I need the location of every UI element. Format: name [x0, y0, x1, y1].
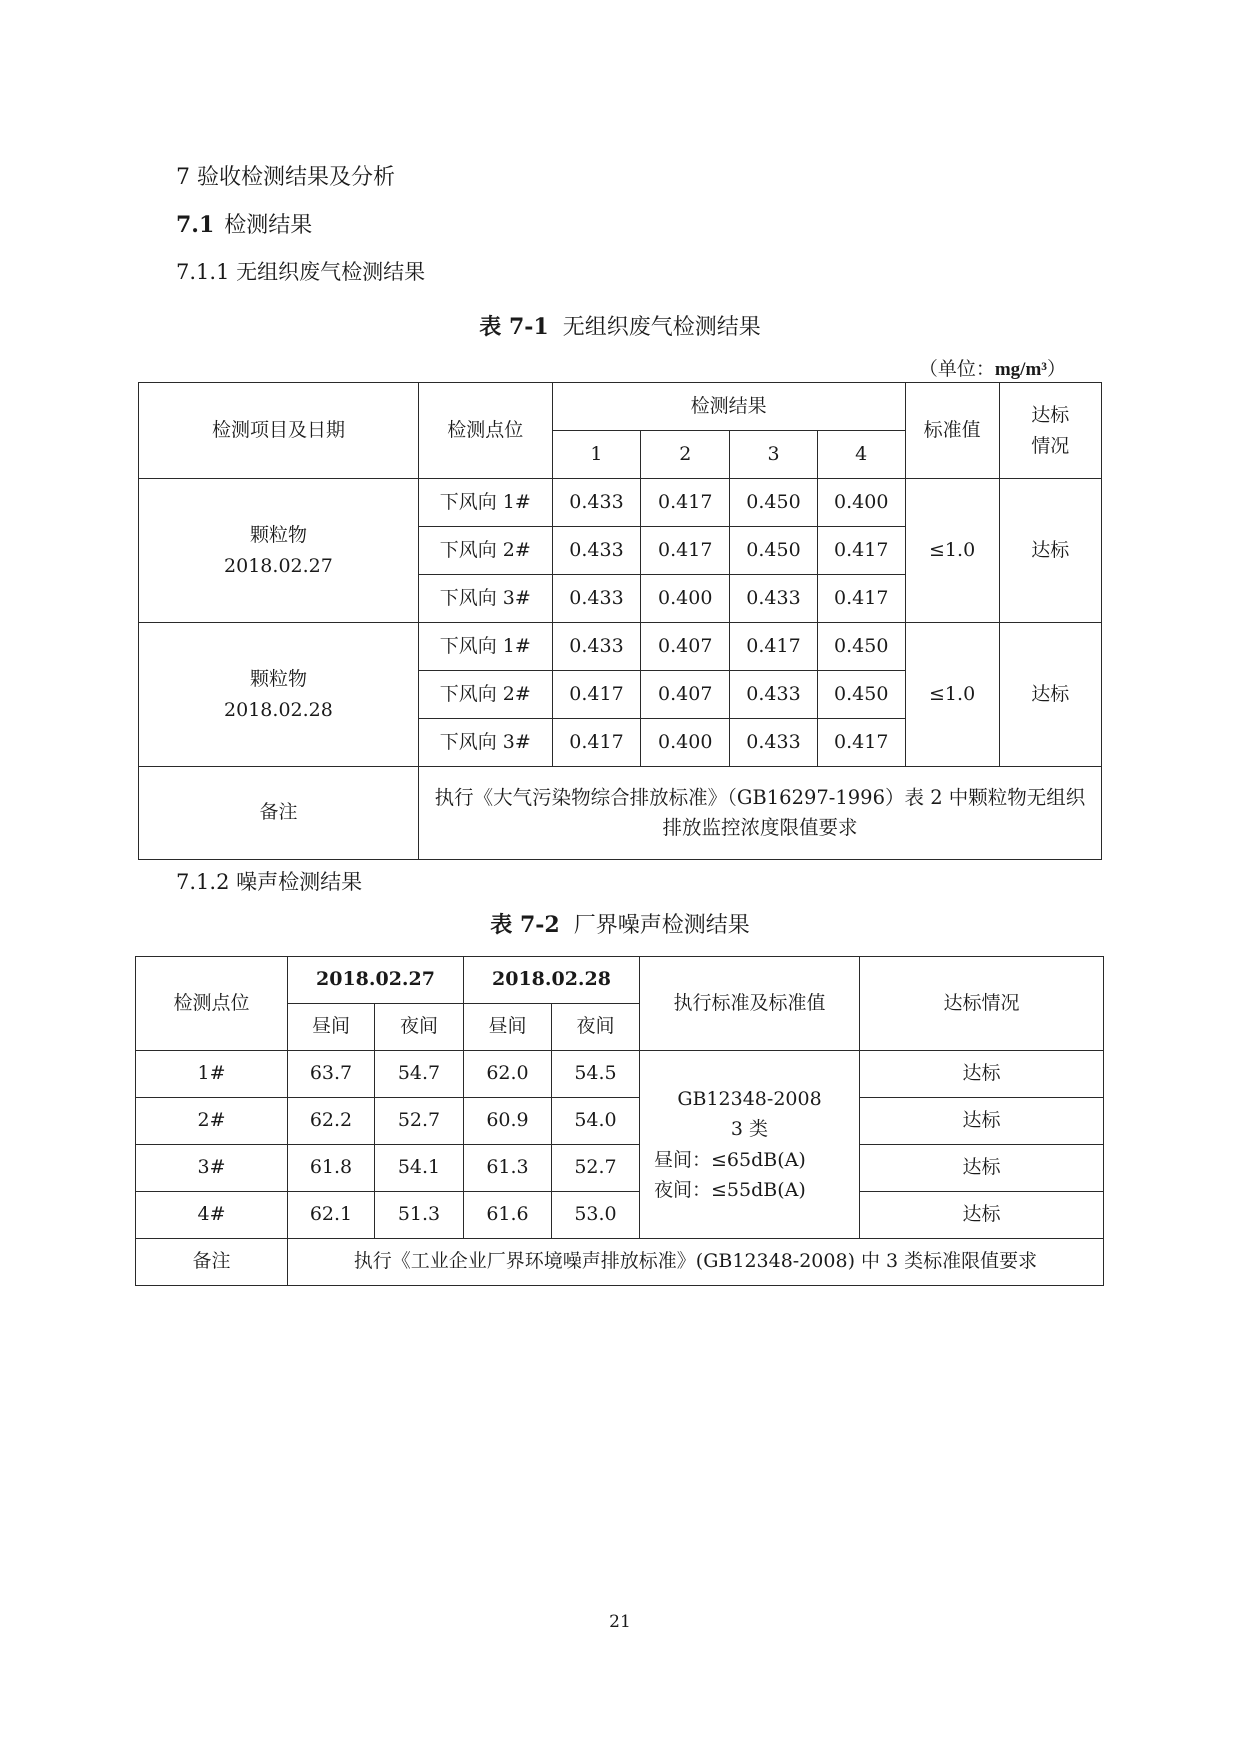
value-cell: 0.450 [730, 527, 818, 575]
table-header-row [136, 957, 1104, 1004]
value-cell: 62.0 [464, 1051, 552, 1098]
header-status-line1: 达标 [1031, 404, 1070, 427]
table2-caption [0, 908, 1240, 939]
header-col: 3 [730, 431, 818, 479]
value-cell: 0.433 [730, 671, 818, 719]
table-row [136, 1098, 1104, 1145]
header-col: 1 [552, 431, 641, 479]
value-cell: 0.417 [817, 527, 905, 575]
header-standard: 执行标准及标准值 [640, 957, 860, 1051]
point-cell: 3# [136, 1145, 288, 1192]
value-cell: 54.5 [552, 1051, 640, 1098]
header-status: 达标情况 [860, 957, 1104, 1051]
value-cell: 61.6 [464, 1192, 552, 1239]
standard-cell: ≤1.0 [905, 623, 999, 767]
header-col: 4 [817, 431, 905, 479]
value-cell: 54.0 [552, 1098, 640, 1145]
subsection-heading [176, 208, 312, 239]
point-cell: 下风向 2# [418, 527, 552, 575]
point-cell: 2# [136, 1098, 288, 1145]
header-status [999, 383, 1101, 479]
header-col: 2 [641, 431, 730, 479]
value-cell: 0.417 [730, 623, 818, 671]
value-cell: 0.407 [641, 623, 730, 671]
table-note-row [136, 1239, 1104, 1286]
unit-suffix: ） [1046, 358, 1066, 380]
value-cell: 0.433 [552, 623, 641, 671]
value-cell: 0.433 [730, 575, 818, 623]
value-cell: 0.400 [641, 575, 730, 623]
value-cell: 0.433 [552, 575, 641, 623]
group-date: 2018.02.27 [224, 554, 333, 577]
group-date: 2018.02.28 [224, 698, 333, 721]
group-item [139, 479, 419, 623]
value-cell: 0.433 [552, 527, 641, 575]
subsubsection-heading-1: 7.1.1 无组织废气检测结果 [176, 260, 426, 284]
value-cell: 62.1 [288, 1192, 375, 1239]
table2-caption-number: 表 7-2 [490, 912, 560, 938]
value-cell: 0.450 [817, 671, 905, 719]
group-name: 颗粒物 [249, 668, 307, 691]
header-point: 检测点位 [136, 957, 288, 1051]
value-cell: 63.7 [288, 1051, 375, 1098]
status-cell: 达标 [860, 1051, 1104, 1098]
value-cell: 0.417 [552, 671, 641, 719]
table1-unit [919, 354, 1066, 381]
value-cell: 0.417 [817, 719, 905, 767]
note-label: 备注 [139, 767, 419, 860]
point-cell: 下风向 1# [418, 479, 552, 527]
header-date2: 2018.02.28 [464, 957, 640, 1004]
group-item [139, 623, 419, 767]
point-cell: 下风向 3# [418, 575, 552, 623]
header-item: 检测项目及日期 [139, 383, 419, 479]
standard-line: 夜间：≤55dB(A) [654, 1178, 806, 1201]
table1-caption [0, 310, 1240, 341]
header-point: 检测点位 [418, 383, 552, 479]
header-night: 夜间 [552, 1004, 640, 1051]
status-cell: 达标 [999, 623, 1101, 767]
table-row [139, 479, 1102, 527]
value-cell: 0.407 [641, 671, 730, 719]
point-cell: 4# [136, 1192, 288, 1239]
standard-line: GB12348-2008 [677, 1087, 822, 1110]
table-exhaust-gas [138, 382, 1102, 860]
unit-value: mg/m³ [994, 359, 1047, 380]
note-label: 备注 [136, 1239, 288, 1286]
header-night: 夜间 [375, 1004, 464, 1051]
subsection-number: 7.1 [176, 212, 215, 238]
standard-cell [640, 1051, 860, 1239]
value-cell: 54.1 [375, 1145, 464, 1192]
value-cell: 0.417 [641, 479, 730, 527]
point-cell: 下风向 1# [418, 623, 552, 671]
header-day: 昼间 [288, 1004, 375, 1051]
value-cell: 0.417 [641, 527, 730, 575]
value-cell: 0.433 [730, 719, 818, 767]
table-noise [135, 956, 1104, 1286]
header-date1: 2018.02.27 [288, 957, 464, 1004]
table-row [136, 1145, 1104, 1192]
table1-caption-title: 无组织废气检测结果 [562, 315, 761, 340]
status-cell: 达标 [860, 1192, 1104, 1239]
value-cell: 51.3 [375, 1192, 464, 1239]
standard-line: 昼间：≤65dB(A) [654, 1148, 806, 1171]
value-cell: 0.450 [817, 623, 905, 671]
header-day: 昼间 [464, 1004, 552, 1051]
value-cell: 0.450 [730, 479, 818, 527]
unit-prefix: （单位： [918, 358, 995, 380]
value-cell: 60.9 [464, 1098, 552, 1145]
value-cell: 61.3 [464, 1145, 552, 1192]
table1-caption-number: 表 7-1 [479, 314, 549, 340]
note-text: 执行《大气污染物综合排放标准》（GB16297-1996）表 2 中颗粒物无组织排放监控浓度限值要求 [418, 767, 1101, 860]
subsection-title: 检测结果 [224, 213, 313, 238]
table-note-row [139, 767, 1102, 860]
value-cell: 52.7 [375, 1098, 464, 1145]
value-cell: 53.0 [552, 1192, 640, 1239]
value-cell: 0.400 [817, 479, 905, 527]
value-cell: 0.433 [552, 479, 641, 527]
subsubsection-heading-2: 7.1.2 噪声检测结果 [176, 870, 363, 894]
status-cell: 达标 [860, 1145, 1104, 1192]
value-cell: 52.7 [552, 1145, 640, 1192]
table-header-row [139, 383, 1102, 431]
page-number: 21 [609, 1612, 631, 1632]
table-row [136, 1051, 1104, 1098]
point-cell: 下风向 3# [418, 719, 552, 767]
standard-cell: ≤1.0 [905, 479, 999, 623]
group-name: 颗粒物 [249, 524, 307, 547]
value-cell: 62.2 [288, 1098, 375, 1145]
point-cell: 1# [136, 1051, 288, 1098]
header-standard: 标准值 [905, 383, 999, 479]
value-cell: 54.7 [375, 1051, 464, 1098]
value-cell: 0.417 [552, 719, 641, 767]
table2-caption-title: 厂界噪声检测结果 [573, 913, 750, 938]
section-heading: 7 验收检测结果及分析 [176, 165, 395, 190]
value-cell: 0.400 [641, 719, 730, 767]
note-text: 执行《工业企业厂界环境噪声排放标准》(GB12348-2008) 中 3 类标准限值要求 [288, 1239, 1104, 1286]
header-status-line2: 情况 [1031, 434, 1070, 457]
status-cell: 达标 [860, 1098, 1104, 1145]
standard-line: 3 类 [730, 1118, 769, 1141]
table-row [139, 623, 1102, 671]
status-cell: 达标 [999, 479, 1101, 623]
header-result: 检测结果 [552, 383, 905, 431]
value-cell: 61.8 [288, 1145, 375, 1192]
point-cell: 下风向 2# [418, 671, 552, 719]
table-row [136, 1192, 1104, 1239]
value-cell: 0.417 [817, 575, 905, 623]
